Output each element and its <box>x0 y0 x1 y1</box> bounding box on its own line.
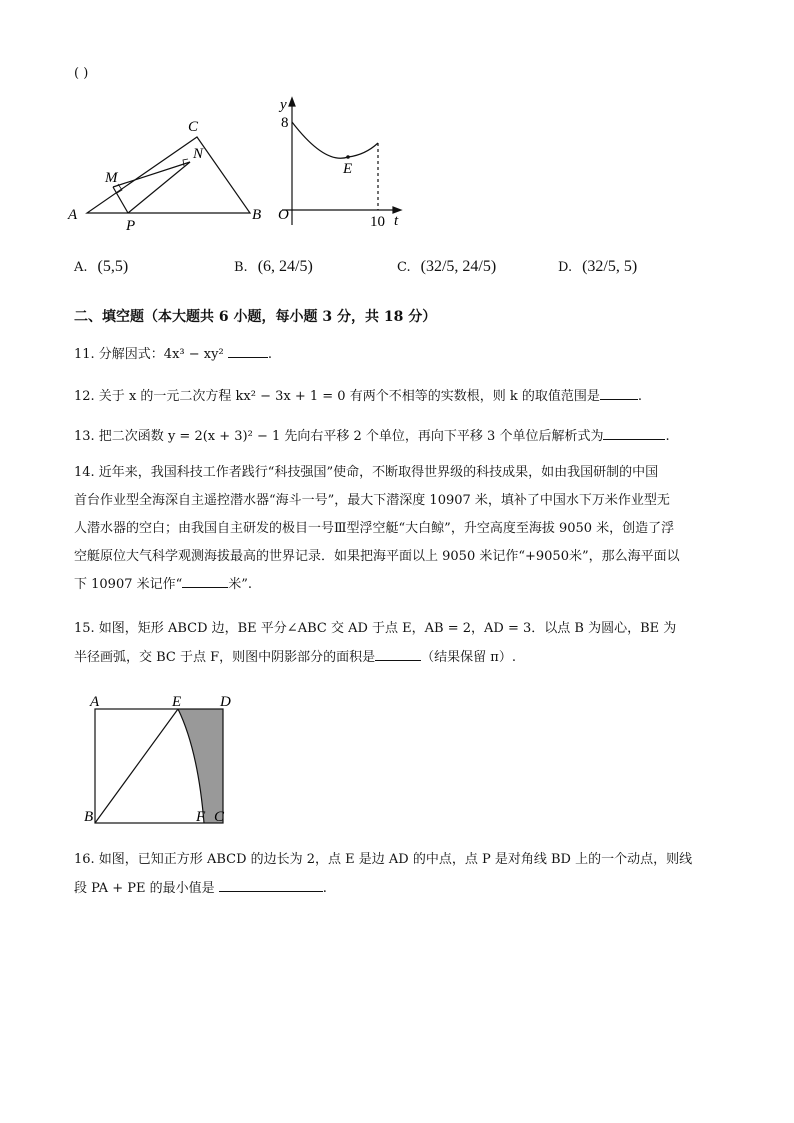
answer-blank[interactable] <box>603 427 665 440</box>
option-a[interactable] <box>74 258 128 276</box>
axis-t-label: t <box>394 213 399 229</box>
option-b[interactable] <box>234 258 313 276</box>
label-A: A <box>90 694 100 710</box>
label-M: M <box>105 170 118 186</box>
label-C: C <box>188 119 199 135</box>
question-15-line: 半径画弧，交 BC 于点 F，则图中阴影部分的面积是 （结果保留 π）. <box>74 650 516 665</box>
answer-blank[interactable] <box>600 387 638 400</box>
option-letter: D. <box>558 260 573 275</box>
option-value: (5,5) <box>97 258 129 275</box>
answer-blank[interactable] <box>182 575 228 588</box>
question-14-line: 14. 近年来，我国科技工作者践行“科技强国”使命，不断取得世界级的科技成果，如由我国研制的中国 <box>74 465 659 480</box>
answer-blank[interactable] <box>228 345 268 358</box>
option-letter: A. <box>74 260 88 275</box>
option-d[interactable] <box>558 258 637 276</box>
question-16-line: 段 PA + PE 的最小值是 . <box>74 881 327 896</box>
label-A: A <box>68 207 78 223</box>
answer-blank[interactable] <box>375 648 421 661</box>
question-14-line: 人潜水器的空白；由我国自主研发的极目一号Ⅲ型浮空艇“大白鲸”，升空高度至海拔 9050 米，创造了浮 <box>74 521 675 536</box>
t-tick-10: 10 <box>370 214 385 230</box>
answer-blank[interactable] <box>219 879 323 892</box>
question-14-line: 空艇原位大气科学观测海拔最高的世界记录．如果把海平面以上 9050 米记作“+9050米”，那么海平面以 <box>74 549 680 564</box>
triangle-figure <box>60 110 270 235</box>
rectangle-figure <box>80 688 250 828</box>
question-15-line: 15. 如图，矩形 ABCD 边，BE 平分∠ABC 交 AD 于点 E，AB = 2，AD = 3．以点 B 为圆心，BE 为 <box>74 621 677 636</box>
question-14-line: 下 10907 米记作“ 米”. <box>74 577 253 592</box>
option-value: (32/5, 5) <box>582 258 638 275</box>
answer-bracket: ( ) <box>74 66 89 81</box>
label-F: F <box>196 809 206 825</box>
option-letter: C. <box>397 260 411 275</box>
option-value: (32/5, 24/5) <box>420 258 497 275</box>
label-P: P <box>126 218 136 234</box>
origin-label: O <box>278 207 289 223</box>
label-E: E <box>172 694 182 710</box>
point-E-label: E <box>343 161 353 177</box>
label-B: B <box>84 809 94 825</box>
y-tick-8: 8 <box>281 115 289 131</box>
label-C: C <box>214 809 225 825</box>
function-graph <box>270 95 420 230</box>
label-N: N <box>193 146 204 162</box>
question-11: 11. 分解因式：4x³ − xy² . <box>74 347 272 362</box>
question-16-line: 16. 如图，已知正方形 ABCD 的边长为 2，点 E 是边 AD 的中点，点 P 是对角线 BD 上的一个动点，则线 <box>74 852 693 867</box>
label-B: B <box>252 207 262 223</box>
question-13: 13. 把二次函数 y = 2(x + 3)² − 1 先向右平移 2 个单位，再向下平移 3 个单位后解析式为 . <box>74 429 670 444</box>
section-heading: 二、填空题（本大题共 6 小题，每小题 3 分，共 18 分） <box>74 309 437 325</box>
question-12: 12. 关于 x 的一元二次方程 kx² − 3x + 1 = 0 有两个不相等的实数根，则 k 的取值范围是 . <box>74 389 642 404</box>
option-value: (6, 24/5) <box>257 258 313 275</box>
question-14-line: 首台作业型全海深自主遥控潜水器“海斗一号”，最大下潜深度 10907 米，填补了中国水下万米作业型无 <box>74 493 670 508</box>
axis-y-label: y <box>280 97 287 113</box>
option-c[interactable] <box>397 258 496 276</box>
label-D: D <box>220 694 231 710</box>
option-letter: B. <box>234 260 248 275</box>
